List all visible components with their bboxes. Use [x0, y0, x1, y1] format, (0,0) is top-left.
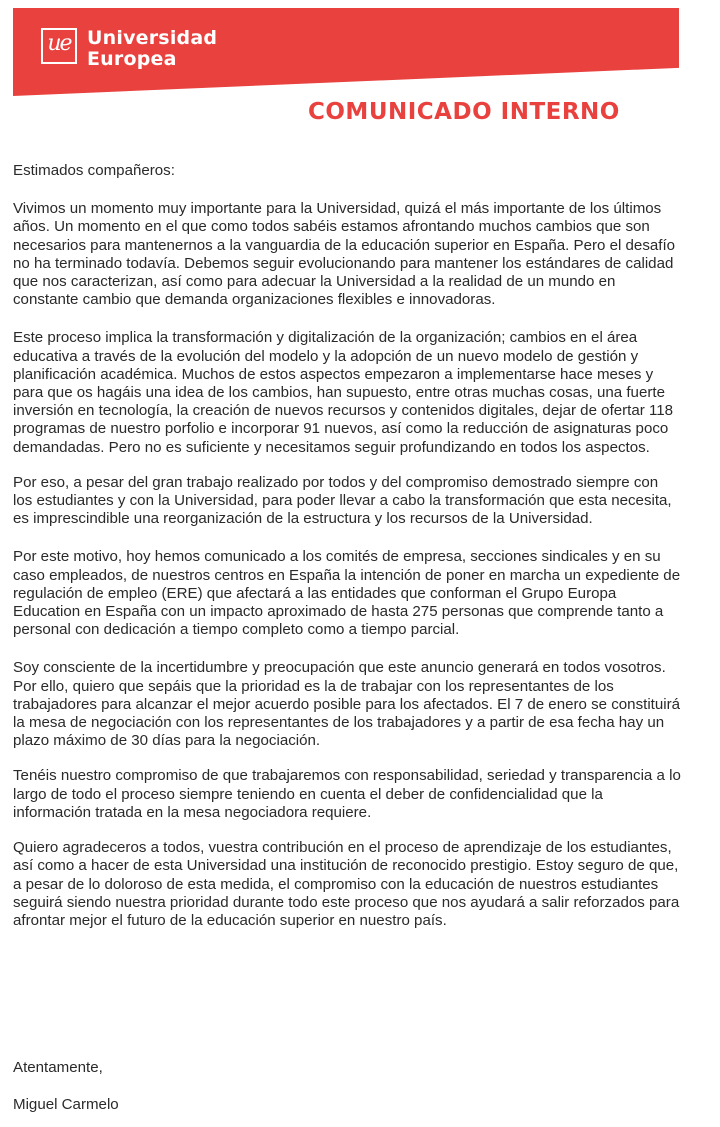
letter-body [13, 162, 681, 947]
body-paragraph-3: Por eso, a pesar del gran trabajo realizado por todos y del compromiso demostrado siempre con los estudiantes y con la Universidad, para poder llevar a cabo la transformación que esta necesita, es imprescindible una reorganización de la estructura y los recursos de la Universidad. [13, 473, 672, 528]
body-paragraph-6: Tenéis nuestro compromiso de que trabajaremos con responsabilidad, seriedad y transparencia a lo largo de todo el proceso siempre teniendo en cuenta el deber de confidencialidad que la información tratada en la mesa negociadora requiere. [13, 767, 681, 821]
signature-name: Miguel Carmelo [13, 1096, 119, 1113]
ue-logo-icon: ue [41, 28, 77, 64]
body-paragraph-7: Quiero agradeceros a todos, vuestra contribución en el proceso de aprendizaje de los estudiantes, así como a hacer de esta Universidad una institución de reconocido prestigio. Estoy seguro de que, a pesar de lo doloroso de esta medida, el compromiso con la educación de nuestros estudiantes seguirá siendo nuestra prioridad durante todo este proceso que nos ayudará a salir reforzados para afrontar mejor el futuro de la educación superior en nuestro país. [13, 839, 680, 929]
greeting: Estimados compañeros: [13, 162, 175, 179]
body-paragraph-5: Soy consciente de la incertidumbre y preocupación que este anuncio generará en todos vosotros. Por ello, quiero que sepáis que la prioridad es la de trabajar con los representantes de los trabajadores para alcanzar el mejor acuerdo posible para los afectados. El 7 de enero se constituirá la mesa de negociación con los representantes de los trabajadores y a partir de esa fecha hay un plazo máximo de 30 días para la negociación. [13, 659, 681, 750]
body-paragraph-2: Este proceso implica la transformación y digitalización de la organización; cambios en el área educativa a través de la evolución del modelo y la adopción de un nuevo modelo de gestión y planificación académica. Muchos de estos aspectos empezaron a implementarse hace meses y para que os hagáis una idea de los cambios, han supuesto, entre otras muchas cosas, una fuerte inversión en tecnología, la creación de nuevos recursos y contenidos digitales, dejar de ofertar 118 programas de nuestro porfolio e incorporar 91 nuevos, así como la reducción de asignaturas poco demandadas. Pero no es suficiente y necesitamos seguir profundizando en todos los aspectos. [13, 329, 674, 456]
brand-name [87, 28, 217, 70]
closing-salutation: Atentamente, [13, 1059, 103, 1076]
document-title: COMUNICADO INTERNO [308, 99, 620, 125]
brand-name-line1: Universidad [87, 27, 218, 49]
body-paragraph-1: Vivimos un momento muy importante para la Universidad, quizá el más importante de los últimos años. Un momento en el que como todos sabéis estamos afrontando muchos cambios que son necesarios para mantenernos a la vanguardia de la educación superior en España. Pero el desafío no ha terminado todavía. Debemos seguir evolucionando para mantener los estándares de calidad que nos caracterizan, así como para adecuar la Universidad a la realidad de un mundo en constante cambio que demanda organizaciones flexibles e innovadoras. [13, 200, 676, 309]
brand-name-line2: Europea [87, 48, 177, 70]
university-logo [41, 28, 217, 70]
body-paragraph-4: Por este motivo, hoy hemos comunicado a los comités de empresa, secciones sindicales y en su caso empleados, de nuestros centros en España la intención de poner en marcha un expediente de regulación de empleo (ERE) que afectará a las entidades que conforman el Grupo Europa Education en España con un impacto aproximado de hasta 275 personas que comprende tanto a personal con dedicación a tiempo completo como a tiempo parcial. [13, 548, 681, 639]
